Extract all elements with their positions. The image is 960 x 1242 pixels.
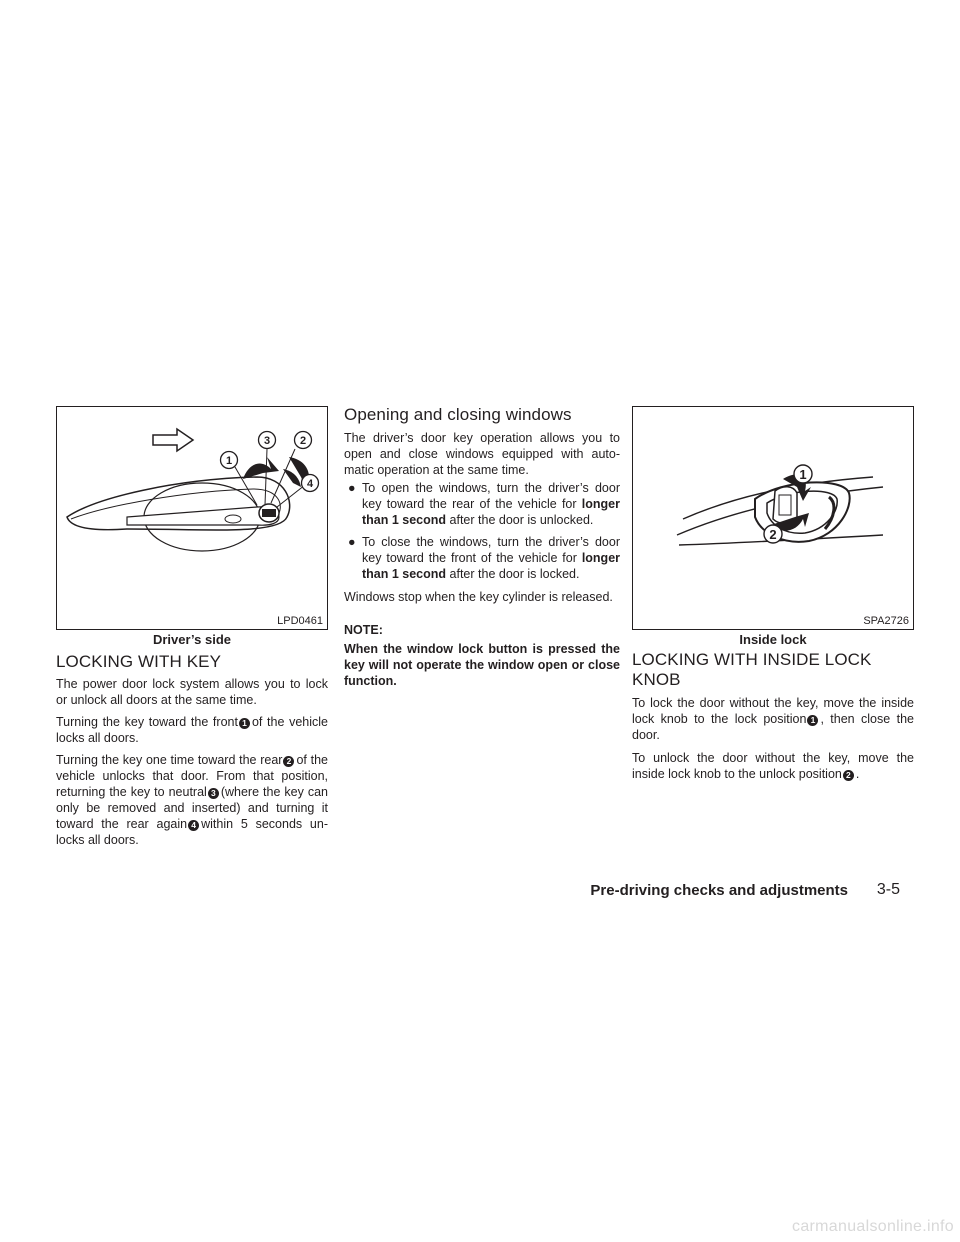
callout-1-inline: 1: [807, 715, 818, 726]
paragraph-windows-intro: The driver’s door key operation allows you to open and close windows equipped with auto-matic operation at the same time.: [344, 431, 620, 477]
callout-1: 1: [225, 455, 233, 467]
figure-code: LPD0461: [277, 615, 323, 627]
figure-caption-drivers-side: Driver’s side: [152, 632, 232, 647]
front-arrow-icon: [153, 429, 193, 451]
callout-2: 2: [769, 527, 777, 542]
paragraph-lock-inside: To lock the door without the key, move the inside lock knob to the lock position 1 , then close the door.: [632, 696, 914, 742]
note-label: NOTE:: [344, 623, 383, 637]
figure-code: SPA2726: [863, 615, 909, 627]
callout-4: 4: [306, 478, 314, 490]
note-text: When the window lock button is pressed the key will not operate the window open or close function.: [344, 642, 620, 688]
figure-caption-inside-lock: Inside lock: [739, 632, 807, 647]
figure-inside-lock: [632, 406, 914, 630]
callout-1-inline: 1: [239, 718, 250, 729]
door-handle-illustration: [57, 407, 329, 631]
inside-lock-illustration: [633, 407, 915, 631]
heading-windows: Opening and closing windows: [344, 405, 572, 424]
callout-2-inline: 2: [843, 770, 854, 781]
footer-section-title: Pre-driving checks and adjustments: [590, 882, 848, 899]
bullet-close-windows: ● To close the windows, turn the driver’s door key toward the front of the vehicle for longer than 1 second after the door is locked.: [348, 535, 621, 581]
callout-2-inline: 2: [283, 756, 294, 767]
paragraph-unlock-inside: To unlock the door without the key, move the inside lock knob to the unlock position 2 .: [632, 751, 914, 781]
paragraph-unlock-rear: Turning the key one time toward the rear 2 of the vehicle unlocks that door. From that position, returning the key to neutral 3 (where the key can only be removed and inserted) and turning it toward the rear again 4 within 5 seconds un-locks all doors.: [56, 753, 329, 847]
page-number: 3-5: [876, 881, 900, 898]
callout-2: 2: [299, 435, 307, 447]
heading-inside-lock-knob: LOCKING WITH INSIDE LOCK KNOB: [632, 650, 872, 689]
callout-1: 1: [799, 467, 807, 482]
watermark: carmanualsonline.info: [792, 1218, 954, 1235]
paragraph-intro: The power door lock system allows you to lock or unlock all doors at the same time.: [56, 677, 328, 707]
callout-4-inline: 4: [188, 820, 199, 831]
figure-drivers-side: [56, 406, 328, 630]
bullet-open-windows: ● To open the windows, turn the driver’s door key toward the rear of the vehicle for longer than 1 second after the door is unlocked.: [348, 481, 620, 527]
paragraph-lock-front: Turning the key toward the front 1 of the vehicle locks all doors.: [56, 715, 328, 745]
callout-3-inline: 3: [208, 788, 219, 799]
paragraph-windows-stop: Windows stop when the key cylinder is released.: [344, 590, 613, 604]
callout-3: 3: [263, 435, 271, 447]
heading-locking-with-key: LOCKING WITH KEY: [56, 652, 222, 671]
